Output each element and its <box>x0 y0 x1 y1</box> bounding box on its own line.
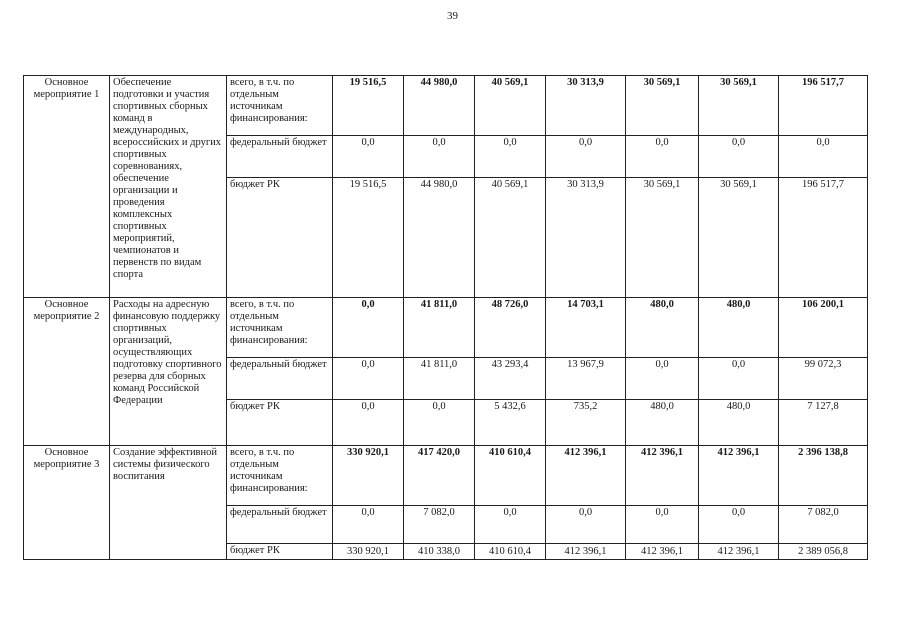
value-cell: 0,0 <box>699 506 779 544</box>
value-cell: 480,0 <box>699 298 779 358</box>
value-cell: 0,0 <box>699 136 779 178</box>
event-name: Основное мероприятие 3 <box>24 446 110 560</box>
value-cell: 0,0 <box>546 136 626 178</box>
event-description: Создание эффективной системы физического воспитания <box>110 446 227 560</box>
value-cell: 735,2 <box>546 400 626 446</box>
budget-table <box>23 75 868 560</box>
source-label: всего, в т.ч. по отдельным источникам финансирования: <box>227 298 333 358</box>
source-label: федеральный бюджет <box>227 136 333 178</box>
value-cell: 0,0 <box>333 136 404 178</box>
table-row <box>24 76 868 136</box>
value-cell: 0,0 <box>333 298 404 358</box>
source-label: бюджет РК <box>227 544 333 560</box>
value-cell: 0,0 <box>626 506 699 544</box>
value-cell: 5 432,6 <box>475 400 546 446</box>
value-cell: 0,0 <box>626 358 699 400</box>
value-cell: 40 569,1 <box>475 178 546 298</box>
total-value-cell: 106 200,1 <box>779 298 868 358</box>
event-name: Основное мероприятие 1 <box>24 76 110 298</box>
value-cell: 0,0 <box>546 506 626 544</box>
value-cell: 330 920,1 <box>333 446 404 506</box>
value-cell: 410 338,0 <box>404 544 475 560</box>
value-cell: 480,0 <box>699 400 779 446</box>
value-cell: 41 811,0 <box>404 358 475 400</box>
total-value-cell: 2 396 138,8 <box>779 446 868 506</box>
value-cell: 0,0 <box>475 506 546 544</box>
value-cell: 14 703,1 <box>546 298 626 358</box>
table-row <box>24 298 868 358</box>
value-cell: 480,0 <box>626 298 699 358</box>
value-cell: 13 967,9 <box>546 358 626 400</box>
value-cell: 19 516,5 <box>333 76 404 136</box>
value-cell: 48 726,0 <box>475 298 546 358</box>
value-cell: 7 082,0 <box>404 506 475 544</box>
value-cell: 0,0 <box>404 136 475 178</box>
value-cell: 44 980,0 <box>404 76 475 136</box>
total-value-cell: 7 127,8 <box>779 400 868 446</box>
value-cell: 30 313,9 <box>546 178 626 298</box>
source-label: всего, в т.ч. по отдельным источникам финансирования: <box>227 76 333 136</box>
total-value-cell: 0,0 <box>779 136 868 178</box>
value-cell: 410 610,4 <box>475 446 546 506</box>
value-cell: 30 569,1 <box>699 178 779 298</box>
value-cell: 0,0 <box>475 136 546 178</box>
value-cell: 412 396,1 <box>626 446 699 506</box>
value-cell: 40 569,1 <box>475 76 546 136</box>
source-label: бюджет РК <box>227 400 333 446</box>
value-cell: 412 396,1 <box>546 544 626 560</box>
value-cell: 43 293,4 <box>475 358 546 400</box>
value-cell: 417 420,0 <box>404 446 475 506</box>
event-description: Расходы на адресную финансовую поддержку спортивных организаций, осуществляющих подготовку спортивного резерва для сборных команд Российской Федерации <box>110 298 227 446</box>
value-cell: 30 569,1 <box>699 76 779 136</box>
page-number: 39 <box>447 10 458 22</box>
total-value-cell: 2 389 056,8 <box>779 544 868 560</box>
value-cell: 41 811,0 <box>404 298 475 358</box>
value-cell: 0,0 <box>404 400 475 446</box>
source-label: всего, в т.ч. по отдельным источникам финансирования: <box>227 446 333 506</box>
value-cell: 19 516,5 <box>333 178 404 298</box>
value-cell: 412 396,1 <box>626 544 699 560</box>
value-cell: 0,0 <box>333 358 404 400</box>
value-cell: 44 980,0 <box>404 178 475 298</box>
source-label: федеральный бюджет <box>227 506 333 544</box>
event-description: Обеспечение подготовки и участия спортивных сборных команд в международных, всероссийских и других спортивных соревнованиях, обеспечение организации и проведения комплексных спортивных мероприятий, чемпионатов и первенств по видам спорта <box>110 76 227 298</box>
value-cell: 0,0 <box>699 358 779 400</box>
value-cell: 30 313,9 <box>546 76 626 136</box>
value-cell: 0,0 <box>626 136 699 178</box>
value-cell: 0,0 <box>333 506 404 544</box>
total-value-cell: 196 517,7 <box>779 178 868 298</box>
value-cell: 412 396,1 <box>699 446 779 506</box>
value-cell: 330 920,1 <box>333 544 404 560</box>
total-value-cell: 7 082,0 <box>779 506 868 544</box>
source-label: федеральный бюджет <box>227 358 333 400</box>
event-name: Основное мероприятие 2 <box>24 298 110 446</box>
value-cell: 30 569,1 <box>626 178 699 298</box>
total-value-cell: 99 072,3 <box>779 358 868 400</box>
value-cell: 480,0 <box>626 400 699 446</box>
table-row <box>24 446 868 506</box>
source-label: бюджет РК <box>227 178 333 298</box>
value-cell: 0,0 <box>333 400 404 446</box>
value-cell: 412 396,1 <box>699 544 779 560</box>
value-cell: 412 396,1 <box>546 446 626 506</box>
total-value-cell: 196 517,7 <box>779 76 868 136</box>
value-cell: 30 569,1 <box>626 76 699 136</box>
value-cell: 410 610,4 <box>475 544 546 560</box>
